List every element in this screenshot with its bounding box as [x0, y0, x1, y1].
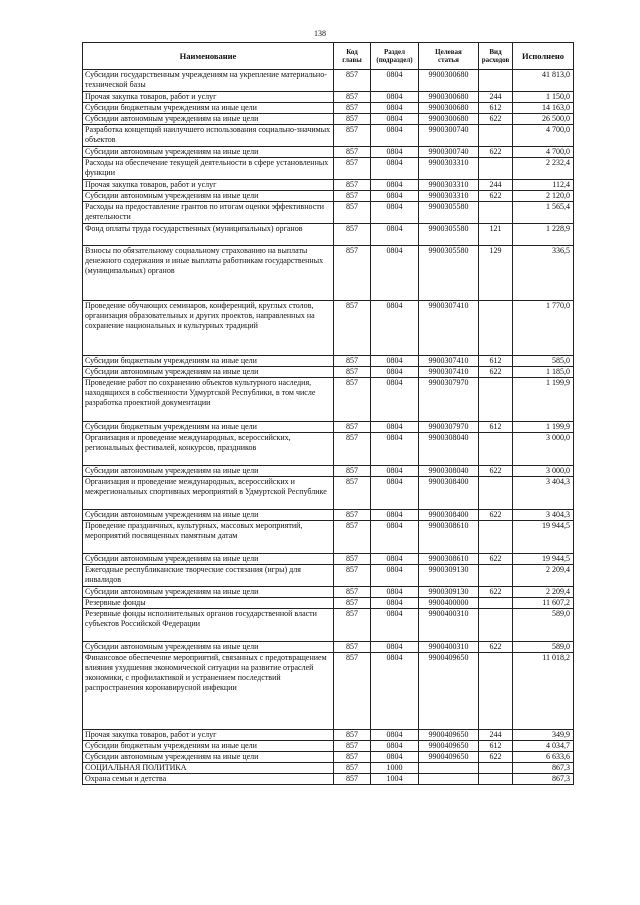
row-name: Фонд оплаты труда государственных (муниципальных) органов	[83, 224, 334, 246]
row-executed: 1 565,4	[513, 202, 574, 224]
row-executed: 2 209,4	[513, 587, 574, 598]
row-type	[479, 70, 513, 92]
row-code: 857	[334, 92, 371, 103]
row-executed: 3 404,3	[513, 477, 574, 510]
row-section: 0804	[371, 510, 419, 521]
row-type	[479, 378, 513, 422]
row-name: Проведение обучающих семинаров, конференций, круглых столов, организация образовательных и других проектов, направленных на сохранение национальных и культурных традиций	[83, 301, 334, 356]
row-target: 9900305580	[419, 246, 479, 301]
row-code: 857	[334, 70, 371, 92]
table-row	[83, 763, 574, 774]
row-type: 622	[479, 147, 513, 158]
table-row	[83, 598, 574, 609]
row-name: Субсидии бюджетным учреждениям на иные цели	[83, 741, 334, 752]
row-executed: 1 228,9	[513, 224, 574, 246]
row-target: 9900307410	[419, 356, 479, 367]
row-code: 857	[334, 224, 371, 246]
table-row	[83, 191, 574, 202]
row-section: 0804	[371, 114, 419, 125]
row-target: 9900309130	[419, 587, 479, 598]
row-executed: 867,3	[513, 774, 574, 785]
row-code: 857	[334, 774, 371, 785]
table-row	[83, 642, 574, 653]
row-code: 857	[334, 521, 371, 554]
row-name: Расходы на обеспечение текущей деятельности в сфере установленных функции	[83, 158, 334, 180]
row-name: Взносы по обязательному социальному страхованию на выплаты денежного содержания и иные выплаты работникам государственных (муниципальных) органов	[83, 246, 334, 301]
row-target	[419, 774, 479, 785]
table-row	[83, 180, 574, 191]
row-section: 0804	[371, 103, 419, 114]
row-type	[479, 653, 513, 730]
row-section: 0804	[371, 224, 419, 246]
row-code: 857	[334, 202, 371, 224]
row-executed: 867,3	[513, 763, 574, 774]
row-code: 857	[334, 609, 371, 642]
row-code: 857	[334, 301, 371, 356]
row-section: 0804	[371, 609, 419, 642]
row-section: 0804	[371, 246, 419, 301]
row-code: 857	[334, 741, 371, 752]
row-section: 0804	[371, 422, 419, 433]
row-name: Охрана семьи и детства	[83, 774, 334, 785]
row-name: Ежегодные республиканские творческие состязания (игры) для инвалидов	[83, 565, 334, 587]
row-code: 857	[334, 554, 371, 565]
row-type	[479, 301, 513, 356]
row-section: 0804	[371, 653, 419, 730]
row-target: 9900300740	[419, 147, 479, 158]
row-section: 0804	[371, 125, 419, 147]
row-name: Резервные фонды	[83, 598, 334, 609]
header-type: Вид расходов	[479, 43, 513, 70]
row-type	[479, 609, 513, 642]
table-row	[83, 103, 574, 114]
row-target: 9900303310	[419, 158, 479, 180]
expenditure-table	[82, 42, 574, 785]
table-row	[83, 477, 574, 510]
row-code: 857	[334, 114, 371, 125]
row-section: 0804	[371, 642, 419, 653]
row-type: 612	[479, 356, 513, 367]
row-target: 9900409650	[419, 741, 479, 752]
row-executed: 2 232,4	[513, 158, 574, 180]
row-code: 857	[334, 587, 371, 598]
row-section: 0804	[371, 367, 419, 378]
row-name: Проведение работ по сохранению объектов культурного наследия, находящихся в собственности Удмуртской Республики, в том числе разработка проектной документации	[83, 378, 334, 422]
table-row	[83, 301, 574, 356]
table-row	[83, 202, 574, 224]
row-code: 857	[334, 642, 371, 653]
row-type: 622	[479, 114, 513, 125]
row-section: 0804	[371, 301, 419, 356]
row-executed: 349,9	[513, 730, 574, 741]
row-type: 622	[479, 587, 513, 598]
table-row	[83, 70, 574, 92]
row-section: 0804	[371, 180, 419, 191]
row-target: 9900300680	[419, 114, 479, 125]
row-target: 9900409650	[419, 653, 479, 730]
row-code: 857	[334, 565, 371, 587]
row-code: 857	[334, 191, 371, 202]
row-type: 129	[479, 246, 513, 301]
row-target: 9900307970	[419, 422, 479, 433]
row-target: 9900400310	[419, 609, 479, 642]
row-name: Субсидии автономным учреждениям на иные цели	[83, 642, 334, 653]
row-section: 0804	[371, 191, 419, 202]
table-row	[83, 367, 574, 378]
row-target: 9900308040	[419, 433, 479, 466]
row-name: Проведение праздничных, культурных, массовых мероприятий, мероприятий посвященных памятным датам	[83, 521, 334, 554]
row-type: 622	[479, 554, 513, 565]
row-executed: 11 018,2	[513, 653, 574, 730]
row-target: 9900409650	[419, 730, 479, 741]
table-row	[83, 147, 574, 158]
row-executed: 2 120,0	[513, 191, 574, 202]
row-type: 622	[479, 466, 513, 477]
page-number: 138	[314, 29, 326, 38]
row-name: Резервные фонды исполнительных органов государственной власти субъектов Российской Федерации	[83, 609, 334, 642]
row-type: 622	[479, 752, 513, 763]
row-target: 9900308610	[419, 521, 479, 554]
row-type: 244	[479, 730, 513, 741]
row-code: 857	[334, 730, 371, 741]
row-code: 857	[334, 422, 371, 433]
header-target: Целевая статья	[419, 43, 479, 70]
table-row	[83, 246, 574, 301]
row-section: 0804	[371, 752, 419, 763]
table-row	[83, 92, 574, 103]
row-target: 9900409650	[419, 752, 479, 763]
table-row	[83, 466, 574, 477]
row-target: 9900308610	[419, 554, 479, 565]
row-code: 857	[334, 158, 371, 180]
header-code: Код главы	[334, 43, 371, 70]
row-code: 857	[334, 752, 371, 763]
row-target: 9900309130	[419, 565, 479, 587]
row-section: 0804	[371, 477, 419, 510]
row-target: 9900300680	[419, 70, 479, 92]
row-executed: 1 770,0	[513, 301, 574, 356]
row-name: Субсидии автономным учреждениям на иные цели	[83, 510, 334, 521]
row-code: 857	[334, 378, 371, 422]
header-executed: Исполнено	[513, 43, 574, 70]
row-code: 857	[334, 367, 371, 378]
row-code: 857	[334, 125, 371, 147]
row-executed: 3 000,0	[513, 466, 574, 477]
row-target: 9900308400	[419, 510, 479, 521]
row-target: 9900303310	[419, 191, 479, 202]
row-target: 9900307970	[419, 378, 479, 422]
row-type	[479, 598, 513, 609]
row-executed: 3 404,3	[513, 510, 574, 521]
row-section: 0804	[371, 202, 419, 224]
row-name: Субсидии государственным учреждениям на укрепление материально-технической базы	[83, 70, 334, 92]
row-section: 0804	[371, 587, 419, 598]
row-type	[479, 158, 513, 180]
row-target: 9900305580	[419, 202, 479, 224]
table-row	[83, 114, 574, 125]
row-type	[479, 521, 513, 554]
row-executed: 4 034,7	[513, 741, 574, 752]
row-name: Организация и проведение международных, всероссийских, региональных фестивалей, конкурсов, праздников	[83, 433, 334, 466]
row-type	[479, 477, 513, 510]
row-code: 857	[334, 510, 371, 521]
row-code: 857	[334, 466, 371, 477]
row-target: 9900300680	[419, 92, 479, 103]
row-executed: 112,4	[513, 180, 574, 191]
row-code: 857	[334, 356, 371, 367]
row-section: 1004	[371, 774, 419, 785]
row-target: 9900400310	[419, 642, 479, 653]
row-executed: 26 500,0	[513, 114, 574, 125]
row-executed: 589,0	[513, 642, 574, 653]
table-row	[83, 565, 574, 587]
table-row	[83, 752, 574, 763]
row-code: 857	[334, 477, 371, 510]
row-name: Организация и проведение международных, всероссийских и межрегиональных спортивных мероприятий в Удмуртской Республике	[83, 477, 334, 510]
row-section: 0804	[371, 598, 419, 609]
row-executed: 2 209,4	[513, 565, 574, 587]
row-section: 0804	[371, 70, 419, 92]
row-target	[419, 763, 479, 774]
row-type	[479, 565, 513, 587]
row-name: Субсидии автономным учреждениям на иные цели	[83, 367, 334, 378]
row-code: 857	[334, 433, 371, 466]
row-section: 0804	[371, 433, 419, 466]
row-target: 9900308040	[419, 466, 479, 477]
row-code: 857	[334, 763, 371, 774]
row-name: Субсидии автономным учреждениям на иные цели	[83, 587, 334, 598]
row-code: 857	[334, 147, 371, 158]
table-row	[83, 521, 574, 554]
table-row	[83, 422, 574, 433]
row-type: 244	[479, 180, 513, 191]
table-row	[83, 378, 574, 422]
table-row	[83, 587, 574, 598]
row-code: 857	[334, 246, 371, 301]
row-name: Прочая закупка товаров, работ и услуг	[83, 92, 334, 103]
table-row	[83, 730, 574, 741]
row-type	[479, 125, 513, 147]
row-target: 9900305580	[419, 224, 479, 246]
row-executed: 336,5	[513, 246, 574, 301]
row-name: Субсидии автономным учреждениям на иные цели	[83, 114, 334, 125]
table-row	[83, 158, 574, 180]
row-name: Субсидии бюджетным учреждениям на иные цели	[83, 422, 334, 433]
row-executed: 1 185,0	[513, 367, 574, 378]
table-row	[83, 741, 574, 752]
row-executed: 1 199,9	[513, 378, 574, 422]
row-code: 857	[334, 180, 371, 191]
row-section: 0804	[371, 741, 419, 752]
row-target: 9900308400	[419, 477, 479, 510]
row-section: 0804	[371, 521, 419, 554]
table-row	[83, 653, 574, 730]
table-row	[83, 774, 574, 785]
row-target: 9900400000	[419, 598, 479, 609]
header-section: Раздел (подраздел)	[371, 43, 419, 70]
row-executed: 14 163,0	[513, 103, 574, 114]
row-type: 622	[479, 191, 513, 202]
row-executed: 41 813,0	[513, 70, 574, 92]
row-executed: 19 944,5	[513, 554, 574, 565]
row-section: 0804	[371, 158, 419, 180]
row-type	[479, 774, 513, 785]
row-name: СОЦИАЛЬНАЯ ПОЛИТИКА	[83, 763, 334, 774]
row-name: Субсидии автономным учреждениям на иные цели	[83, 752, 334, 763]
row-section: 0804	[371, 356, 419, 367]
row-target: 9900303310	[419, 180, 479, 191]
table-row	[83, 356, 574, 367]
table-row	[83, 609, 574, 642]
row-executed: 11 607,2	[513, 598, 574, 609]
row-code: 857	[334, 653, 371, 730]
row-executed: 6 633,6	[513, 752, 574, 763]
row-name: Прочая закупка товаров, работ и услуг	[83, 180, 334, 191]
row-name: Субсидии автономным учреждениям на иные цели	[83, 554, 334, 565]
row-executed: 19 944,5	[513, 521, 574, 554]
row-section: 0804	[371, 730, 419, 741]
row-name: Прочая закупка товаров, работ и услуг	[83, 730, 334, 741]
row-section: 0804	[371, 147, 419, 158]
row-target: 9900300680	[419, 103, 479, 114]
row-section: 0804	[371, 565, 419, 587]
row-name: Расходы на предоставление грантов по итогам оценки эффективности деятельности	[83, 202, 334, 224]
row-executed: 1 199,9	[513, 422, 574, 433]
row-code: 857	[334, 598, 371, 609]
table-row	[83, 433, 574, 466]
row-executed: 4 700,0	[513, 147, 574, 158]
row-name: Субсидии автономным учреждениям на иные цели	[83, 466, 334, 477]
row-executed: 4 700,0	[513, 125, 574, 147]
table-row	[83, 510, 574, 521]
row-type	[479, 202, 513, 224]
row-name: Субсидии автономным учреждениям на иные цели	[83, 191, 334, 202]
header-name: Наименование	[83, 43, 334, 70]
row-section: 1000	[371, 763, 419, 774]
row-type: 622	[479, 367, 513, 378]
row-section: 0804	[371, 92, 419, 103]
row-type: 121	[479, 224, 513, 246]
row-section: 0804	[371, 466, 419, 477]
table-body	[83, 70, 574, 785]
row-executed: 1 150,0	[513, 92, 574, 103]
table-row	[83, 224, 574, 246]
row-target: 9900307410	[419, 367, 479, 378]
row-executed: 3 000,0	[513, 433, 574, 466]
row-target: 9900307410	[419, 301, 479, 356]
row-section: 0804	[371, 554, 419, 565]
row-type: 612	[479, 741, 513, 752]
row-executed: 589,0	[513, 609, 574, 642]
row-type	[479, 763, 513, 774]
row-type: 612	[479, 103, 513, 114]
row-section: 0804	[371, 378, 419, 422]
row-name: Субсидии автономным учреждениям на иные цели	[83, 147, 334, 158]
row-type: 622	[479, 642, 513, 653]
table-row	[83, 125, 574, 147]
row-type: 622	[479, 510, 513, 521]
row-type: 244	[479, 92, 513, 103]
row-type: 612	[479, 422, 513, 433]
row-name: Разработка концепций наилучшего использования социально-значимых объектов	[83, 125, 334, 147]
row-code: 857	[334, 103, 371, 114]
row-name: Финансовое обеспечение мероприятий, связанных с предотвращением влияния ухудшения экономической ситуации на развитие отраслей экономики, с профилактикой и устранением последствий распространения коронавирусной инфекции	[83, 653, 334, 730]
row-name: Субсидии бюджетным учреждениям на иные цели	[83, 103, 334, 114]
row-type	[479, 433, 513, 466]
table-row	[83, 554, 574, 565]
row-target: 9900300740	[419, 125, 479, 147]
row-executed: 585,0	[513, 356, 574, 367]
table-header-row	[83, 43, 574, 70]
row-name: Субсидии бюджетным учреждениям на иные цели	[83, 356, 334, 367]
